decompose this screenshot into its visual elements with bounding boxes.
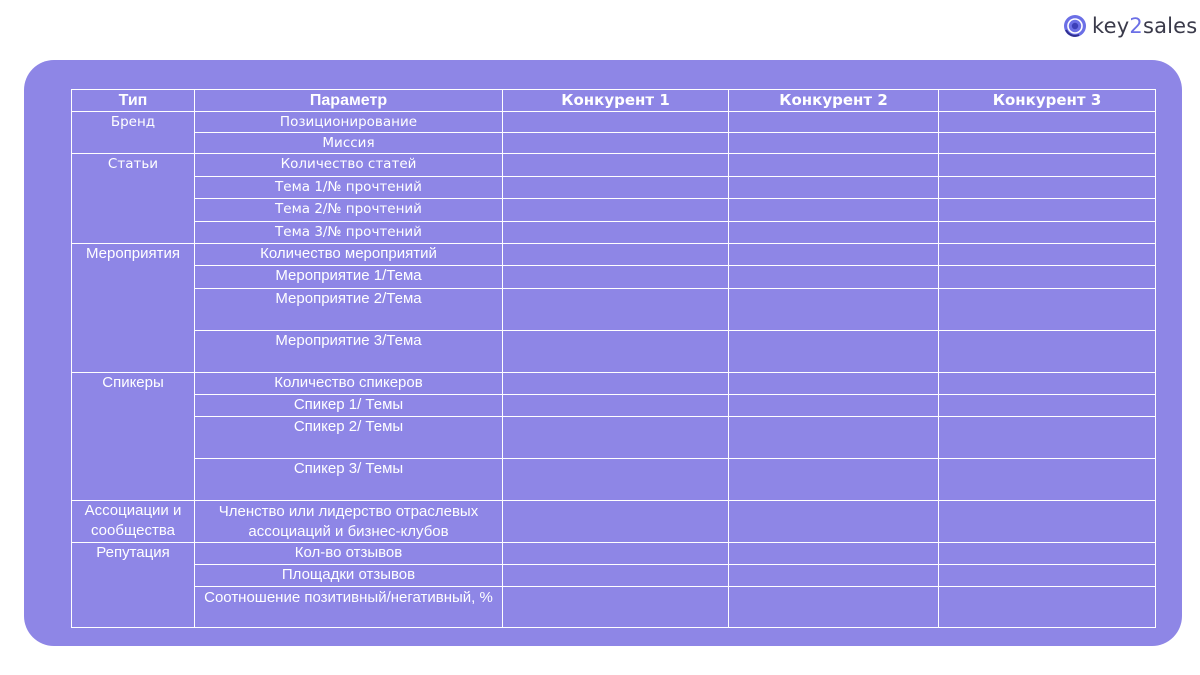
competitor-cell [503, 565, 729, 587]
competitor-cell [939, 331, 1156, 373]
table-row [72, 112, 1156, 133]
competitor-cell [729, 501, 939, 543]
type-cell: Бренд [72, 112, 195, 154]
competitor-cell [729, 289, 939, 331]
table-row [72, 373, 1156, 395]
competitor-cell [729, 331, 939, 373]
param-cell: Членство или лидерство отраслевых ассоциаций и бизнес-клубов [195, 501, 503, 543]
competitor-cell [503, 133, 729, 154]
competitor-cell [729, 177, 939, 199]
table-row [72, 417, 1156, 459]
competitor-cell [939, 417, 1156, 459]
competitor-cell [939, 395, 1156, 417]
competitor-analysis-table [71, 89, 1156, 628]
competitor-cell [939, 177, 1156, 199]
competitor-cell [939, 289, 1156, 331]
param-cell: Мероприятие 2/Тема [195, 289, 503, 331]
competitor-cell [939, 501, 1156, 543]
param-cell: Количество статей [195, 154, 503, 177]
param-cell: Кол-во отзывов [195, 543, 503, 565]
competitor-cell [503, 177, 729, 199]
competitor-cell [503, 289, 729, 331]
type-cell: Ассоциации и сообщества [72, 501, 195, 543]
table-header-row [72, 90, 1156, 112]
competitor-cell [503, 373, 729, 395]
competitor-cell [729, 133, 939, 154]
table-row [72, 154, 1156, 177]
param-cell: Спикер 2/ Темы [195, 417, 503, 459]
table-row [72, 565, 1156, 587]
competitor-cell [939, 587, 1156, 628]
competitor-cell [729, 112, 939, 133]
logo-text: key2sales [1092, 14, 1198, 38]
type-cell: Статьи [72, 154, 195, 244]
table-row [72, 587, 1156, 628]
header-type: Тип [72, 90, 195, 112]
competitor-cell [939, 222, 1156, 244]
competitor-cell [729, 154, 939, 177]
param-cell: Количество спикеров [195, 373, 503, 395]
competitor-cell [939, 154, 1156, 177]
type-cell: Спикеры [72, 373, 195, 501]
param-cell: Миссия [195, 133, 503, 154]
competitor-cell [939, 266, 1156, 289]
logo [1063, 12, 1197, 40]
competitor-cell [729, 266, 939, 289]
competitor-cell [939, 199, 1156, 222]
competitor-cell [503, 417, 729, 459]
table-row [72, 244, 1156, 266]
competitor-cell [503, 395, 729, 417]
competitor-cell [729, 417, 939, 459]
competitor-cell [729, 543, 939, 565]
table-row [72, 133, 1156, 154]
table-row [72, 543, 1156, 565]
table-row [72, 222, 1156, 244]
param-cell: Мероприятие 1/Тема [195, 266, 503, 289]
table-row [72, 199, 1156, 222]
competitor-cell [503, 154, 729, 177]
competitor-cell [939, 459, 1156, 501]
table-row [72, 331, 1156, 373]
competitor-cell [503, 501, 729, 543]
param-cell: Площадки отзывов [195, 565, 503, 587]
param-cell: Тема 3/№ прочтений [195, 222, 503, 244]
competitor-cell [939, 565, 1156, 587]
table-row [72, 266, 1156, 289]
competitor-cell [729, 587, 939, 628]
competitor-cell [729, 373, 939, 395]
param-cell: Мероприятие 3/Тема [195, 331, 503, 373]
param-cell: Тема 1/№ прочтений [195, 177, 503, 199]
type-cell: Репутация [72, 543, 195, 628]
competitor-cell [503, 266, 729, 289]
param-cell: Спикер 3/ Темы [195, 459, 503, 501]
param-cell: Соотношение позитивный/негативный, % [195, 587, 503, 628]
competitor-cell [939, 112, 1156, 133]
competitor-cell [939, 133, 1156, 154]
param-cell: Позиционирование [195, 112, 503, 133]
competitor-cell [729, 222, 939, 244]
param-cell: Спикер 1/ Темы [195, 395, 503, 417]
competitor-cell [503, 199, 729, 222]
table-row [72, 177, 1156, 199]
competitor-cell [503, 587, 729, 628]
logo-icon [1063, 14, 1087, 38]
competitor-cell [729, 199, 939, 222]
table-row [72, 289, 1156, 331]
param-cell: Количество мероприятий [195, 244, 503, 266]
table-row [72, 501, 1156, 543]
competitor-cell [503, 112, 729, 133]
competitor-cell [729, 244, 939, 266]
header-competitor-1: Конкурент 1 [503, 90, 729, 112]
competitor-cell [729, 565, 939, 587]
competitor-cell [503, 543, 729, 565]
competitor-cell [939, 244, 1156, 266]
competitor-cell [729, 395, 939, 417]
header-competitor-3: Конкурент 3 [939, 90, 1156, 112]
type-cell: Мероприятия [72, 244, 195, 373]
header-competitor-2: Конкурент 2 [729, 90, 939, 112]
competitor-cell [939, 373, 1156, 395]
competitor-cell [503, 244, 729, 266]
competitor-cell [503, 222, 729, 244]
table-row [72, 395, 1156, 417]
competitor-cell [939, 543, 1156, 565]
table-row [72, 459, 1156, 501]
header-param: Параметр [195, 90, 503, 112]
competitor-cell [503, 331, 729, 373]
param-cell: Тема 2/№ прочтений [195, 199, 503, 222]
competitor-cell [503, 459, 729, 501]
competitor-cell [729, 459, 939, 501]
